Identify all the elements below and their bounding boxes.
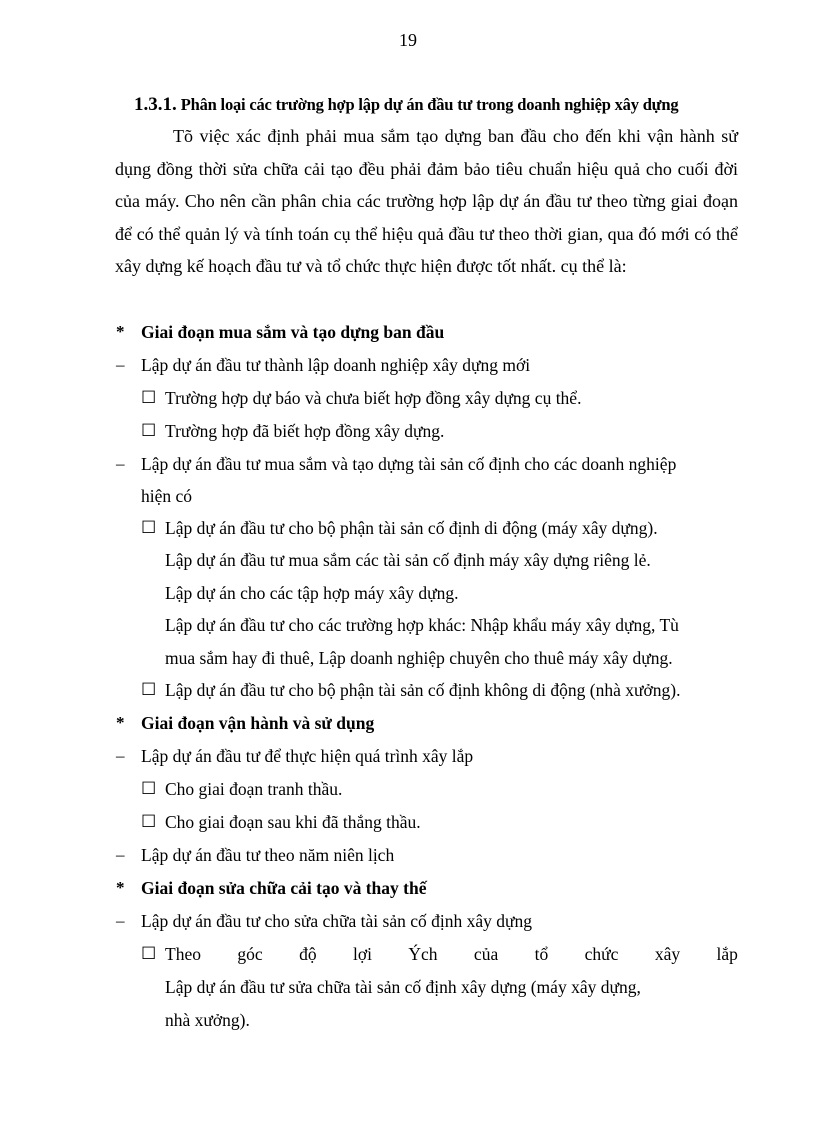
list-item: Lập dự án đầu tư sửa chữa tài sản cố định xây dựng (máy xây dựng, <box>165 977 641 997</box>
list-item: Cho giai đoạn tranh thầu. <box>165 779 343 799</box>
word: tổ <box>534 944 549 964</box>
list-item: Trường hợp đã biết hợp đồng xây dựng. <box>165 421 445 441</box>
word: góc <box>237 944 263 964</box>
checkbox-icon: ☐ <box>141 388 157 407</box>
word: chức <box>584 944 619 964</box>
list-item: Lập dự án cho các tập hợp máy xây dựng. <box>165 583 459 603</box>
checkbox-icon: ☐ <box>141 944 157 963</box>
list-item: Lập dự án đầu tư cho bộ phận tài sản cố định không di động (nhà xưởng). <box>165 680 681 700</box>
dash-bullet: – <box>116 355 125 374</box>
checkbox-icon: ☐ <box>141 812 157 831</box>
word: độ <box>299 944 317 964</box>
intro-text: Tõ việc xác định phải mua sắm tạo dựng ban đầu cho đến khi vận hành sử dụng đồng thời sửa chữa cải tạo đều phải đảm bảo tiêu chuẩn hiệu quả cho cuối đời của máy. Cho nên cần phân chia các trường hợp lập dự án đầu tư theo từng giai đoạn để có thể quản lý và tính toán cụ thể hiệu quả đầu tư theo thời gian, qua đó mới có thể xây dựng kế hoạch đầu tư và tổ chức thực hiện được tốt nhất. cụ thể là: <box>115 126 738 277</box>
word: Ých <box>408 944 438 964</box>
justified-line <box>165 944 738 965</box>
list-item: Lập dự án đầu tư cho các trường hợp khác: Nhập khẩu máy xây dựng, Tù <box>165 615 679 635</box>
list-item: Lập dự án đầu tư theo năm niên lịch <box>141 845 395 865</box>
list-item: Lập dự án đầu tư mua sắm và tạo dựng tài sản cố định cho các doanh nghiệp <box>141 454 677 474</box>
intro-paragraph <box>115 120 738 283</box>
dash-bullet: – <box>116 911 125 930</box>
checkbox-icon: ☐ <box>141 680 157 699</box>
stage-heading-2: Giai đoạn vận hành và sử dụng <box>141 713 375 733</box>
section-number: 1.3.1. <box>134 94 177 115</box>
dash-bullet: – <box>116 454 125 473</box>
section-title: Phân loại các trường hợp lập dự án đầu tư trong doanh nghiệp xây dựng <box>180 95 679 114</box>
list-item-continuation: nhà xưởng). <box>165 1010 250 1030</box>
list-item-continuation: hiện có <box>141 486 193 506</box>
page-number: 19 <box>399 30 417 50</box>
star-bullet: * <box>116 878 125 897</box>
word: Theo <box>165 944 201 964</box>
section-heading <box>134 94 678 116</box>
word: lợi <box>352 944 372 964</box>
list-item: Lập dự án đầu tư cho bộ phận tài sản cố định di động (máy xây dựng). <box>165 518 658 538</box>
checkbox-icon: ☐ <box>141 518 157 537</box>
list-item: Lập dự án đầu tư cho sửa chữa tài sản cố định xây dựng <box>141 911 532 931</box>
word: xây <box>654 944 681 964</box>
star-bullet: * <box>116 713 125 732</box>
stage-heading-3: Giai đoạn sửa chữa cải tạo và thay thế <box>141 878 427 898</box>
dash-bullet: – <box>116 746 125 765</box>
word: lắp <box>716 944 738 964</box>
stage-heading-1: Giai đoạn mua sắm và tạo dựng ban đầu <box>141 322 445 342</box>
list-item-continuation: mua sắm hay đi thuê, Lập doanh nghiệp chuyên cho thuê máy xây dựng. <box>165 648 673 668</box>
list-item: Trường hợp dự báo và chưa biết hợp đồng xây dựng cụ thể. <box>165 388 582 408</box>
checkbox-icon: ☐ <box>141 421 157 440</box>
list-item: Lập dự án đầu tư thành lập doanh nghiệp xây dựng mới <box>141 355 531 375</box>
dash-bullet: – <box>116 845 125 864</box>
word: của <box>473 944 499 964</box>
list-item: Cho giai đoạn sau khi đã thắng thầu. <box>165 812 421 832</box>
star-bullet: * <box>116 322 125 341</box>
list-item: Lập dự án đầu tư mua sắm các tài sản cố định máy xây dựng riêng lẻ. <box>165 550 651 570</box>
list-item: Lập dự án đầu tư để thực hiện quá trình xây lắp <box>141 746 474 766</box>
checkbox-icon: ☐ <box>141 779 157 798</box>
